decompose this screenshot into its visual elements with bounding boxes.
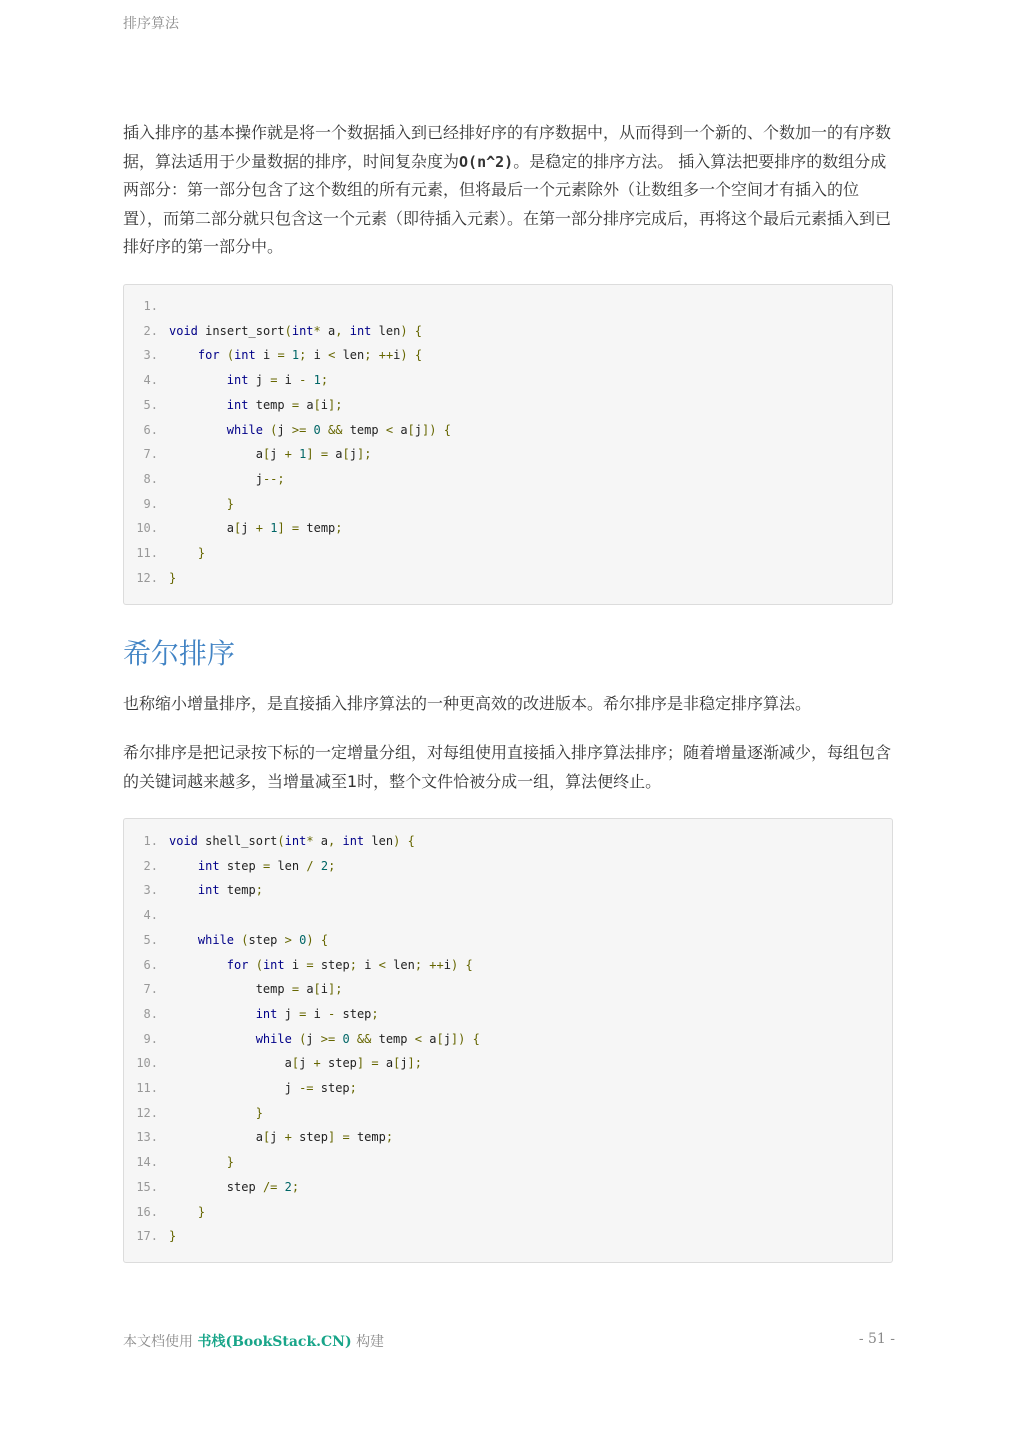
code-text: } <box>255 1105 263 1120</box>
footer-suffix: 构建 <box>356 1334 385 1350</box>
line-number: 12. <box>136 570 158 585</box>
code-line <box>124 566 177 590</box>
line-number: 4. <box>143 373 158 388</box>
code-line <box>124 294 158 318</box>
code-text: while (j >= 0 && temp < a[j]) { <box>226 422 451 437</box>
line-number: 12. <box>136 1105 158 1120</box>
insert-sort-code-block <box>123 284 893 605</box>
code-text: void shell_sort(int* a, int len) { <box>169 834 415 848</box>
line-number: 6. <box>143 957 158 972</box>
line-number: 3. <box>143 883 158 898</box>
line-number: 16. <box>136 1204 158 1219</box>
code-line <box>124 516 343 540</box>
code-line <box>124 1076 357 1100</box>
line-number: 11. <box>136 546 158 560</box>
code-text: while (j >= 0 && temp < a[j]) { <box>255 1031 480 1046</box>
footer-prefix: 本文档使用 <box>123 1334 193 1350</box>
code-text: while (step > 0) { <box>197 932 329 947</box>
code-line <box>124 1200 206 1224</box>
code-line <box>124 541 206 565</box>
line-number: 4. <box>143 908 158 923</box>
code-line <box>124 1224 177 1248</box>
code-line <box>124 1027 480 1051</box>
code-line <box>124 854 336 878</box>
shell-sort-code-block <box>123 818 893 1263</box>
code-text: int j = i - step; <box>255 1006 379 1021</box>
code-text: temp = a[i]; <box>255 982 343 997</box>
line-number: 7. <box>143 982 158 997</box>
code-line <box>124 1101 263 1125</box>
footer-brand-link[interactable]: 书栈(BookStack.CN) <box>197 1334 352 1350</box>
line-number: 7. <box>143 447 158 462</box>
code-text: int j = i - 1; <box>226 373 329 388</box>
line-number: 5. <box>143 397 158 412</box>
complexity-inline-code: O(n^2) <box>459 152 514 171</box>
code-line <box>124 368 329 392</box>
code-text: a[j + step] = temp; <box>255 1130 394 1145</box>
line-number: 6. <box>143 422 158 437</box>
footer-credit <box>123 1331 384 1351</box>
code-text: } <box>226 496 235 511</box>
code-line <box>124 418 451 442</box>
line-number: 8. <box>143 471 158 486</box>
code-line <box>124 829 415 853</box>
code-text: a[j + 1] = a[j]; <box>255 447 372 462</box>
code-text: } <box>197 1204 206 1219</box>
line-number: 10. <box>136 521 158 536</box>
code-line <box>124 393 343 417</box>
intro-text-part2: 。是稳定的排序方法。 插入算法把要排序的数组分成两部分：第一部分包含了这个数组的所有元素，但将最后一个元素除外（让数组多一个空间才有插入的位置），而第二部分就只包含这一个元素（即待插入元素）。在第一部分排序完成后，再将这个最后元素插入到已排好序的第一部分中。 <box>123 151 892 256</box>
shell-intro-paragraph: 也称缩小增量排序，是直接插入排序算法的一种更高效的改进版本。希尔排序是非稳定排序算法。 <box>123 694 812 713</box>
code-line <box>124 1175 300 1199</box>
line-number: 2. <box>143 858 158 873</box>
line-number: 9. <box>143 1031 158 1046</box>
code-line <box>124 1002 379 1026</box>
line-number: 15. <box>136 1179 158 1194</box>
intro-paragraph <box>123 119 895 262</box>
code-text: } <box>197 546 206 560</box>
line-number: 10. <box>136 1056 158 1071</box>
code-line <box>124 1051 423 1075</box>
line-number: 1. <box>143 299 158 313</box>
shell-description-paragraph: 希尔排序是把记录按下标的一定增量分组，对每组使用直接插入排序算法排序；随着增量逐渐减少，每组包含的关键词越来越多，当增量减至1时，整个文件恰被分成一组，算法便终止。 <box>123 743 892 791</box>
line-number: 14. <box>136 1155 158 1170</box>
code-line <box>124 442 372 466</box>
code-line <box>124 903 158 927</box>
line-number: 8. <box>143 1006 158 1021</box>
line-number: 17. <box>136 1229 158 1244</box>
code-text: } <box>226 1155 235 1170</box>
code-text: int temp; <box>197 883 263 898</box>
code-text: j -= step; <box>284 1081 357 1095</box>
code-line <box>124 1125 394 1149</box>
code-line <box>124 343 423 367</box>
code-text: for (int i = 1; i < len; ++i) { <box>197 348 423 363</box>
code-line <box>124 878 263 902</box>
code-line <box>124 928 329 952</box>
line-number: 9. <box>143 496 158 511</box>
code-text: int temp = a[i]; <box>226 397 343 412</box>
code-text: step /= 2; <box>226 1179 300 1194</box>
page-number: - 51 - <box>858 1331 895 1347</box>
line-number: 11. <box>136 1081 158 1095</box>
code-text: a[j + 1] = temp; <box>226 521 343 536</box>
section-title: 希尔排序 <box>123 637 236 670</box>
line-number: 5. <box>143 932 158 947</box>
code-line <box>124 319 423 343</box>
intro-text-part1: 插入排序的基本操作就是将一个数据插入到已经排好序的有序数据中，从而得到一个新的、个数加一的有序数据，算法适用于少量数据的排序，时间复杂度为 <box>123 123 892 171</box>
code-text: j--; <box>255 471 285 486</box>
code-line <box>124 1150 235 1174</box>
code-line <box>124 492 235 516</box>
code-text: int step = len / 2; <box>197 858 336 873</box>
code-line <box>124 953 473 977</box>
line-number: 2. <box>143 323 158 338</box>
code-text: } <box>169 570 177 585</box>
code-line <box>124 467 285 491</box>
code-text: for (int i = step; i < len; ++i) { <box>226 957 473 972</box>
code-text: a[j + step] = a[j]; <box>284 1056 423 1071</box>
line-number: 13. <box>136 1130 158 1145</box>
line-number: 3. <box>143 348 158 363</box>
running-header: 排序算法 <box>123 16 179 32</box>
code-text: void insert_sort(int* a, int len) { <box>169 323 423 338</box>
code-line <box>124 977 343 1001</box>
code-text: } <box>169 1229 177 1244</box>
line-number: 1. <box>143 834 158 848</box>
